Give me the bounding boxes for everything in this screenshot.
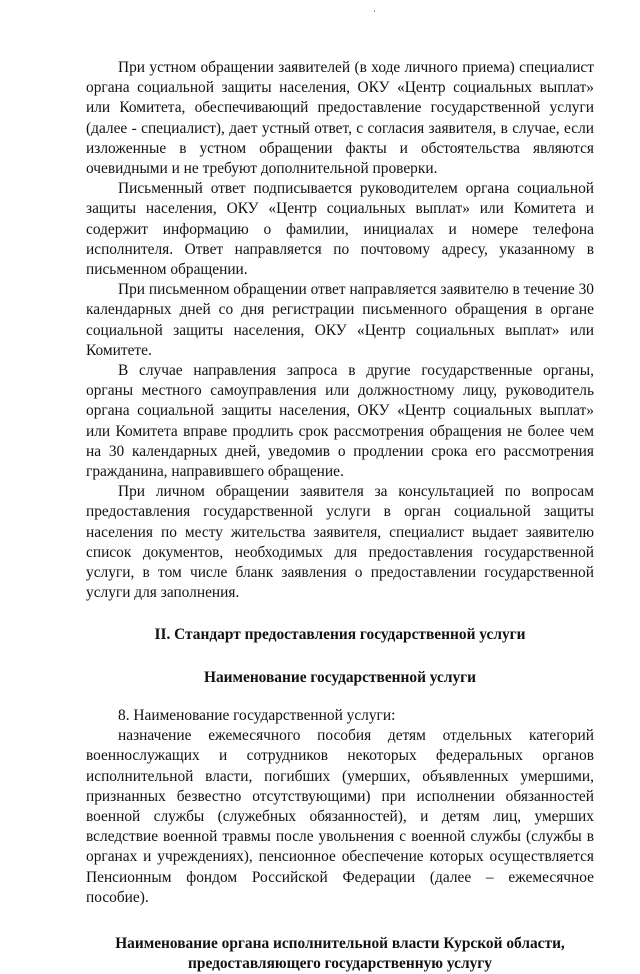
paragraph-extension: В случае направления запроса в другие государственные органы, органы местного самоуправления или должностному лицу, руководитель органа социальной защиты населения, ОКУ «Центр социальных выплат» или Комитета вправе продлить срок рассмотрения обращения не более чем на 30 календарных дней, уведомив о продлении срока его рассмотрения гражданина, направившего обращение. — [86, 362, 594, 481]
item-8-label: 8. Наименование государственной услуги: — [118, 706, 396, 724]
subsection-title: Наименование государственной услуги — [203, 668, 477, 686]
section-title: II. Стандарт предоставления государственной услуги — [154, 626, 526, 644]
paragraph-written-answer: Письменный ответ подписывается руководителем органа социальной защиты населения, ОКУ «Центр социальных выплат» или Комитета и содержит информацию о фамилии, инициалах и номере телефона исполнителя. Ответ направляется по почтовому адресу, указанному в письменном обращении. — [86, 180, 594, 279]
item-8-text: назначение ежемесячного пособия детям отдельных категорий военнослужащих и сотрудников некоторых федеральных органов исполнительной власти, погибших (умерших, объявленных умершими, признанных безвестно отсутствующими) при исполнении обязанностей военной службы (служебных обязанностей), и детям лиц, умерших вследствие военной травмы после увольнения с военной службы (службы в органах и учреждениях), пенсионное обеспечение которых осуществляется Пенсионным фондом Российской Федерации (далее – ежемесячное пособие). — [86, 727, 594, 906]
final-heading — [86, 934, 594, 974]
paragraph-oral-request: При устном обращении заявителей (в ходе личного приема) специалист органа социальной защиты населения, ОКУ «Центр социальных выплат» или Комитета, обеспечивающий предоставление государственной услуги (далее - специалист), дает устный ответ, с согласия заявителя, в случае, если изложенные в устном обращении факты и обстоятельства являются очевидными и не требуют дополнительной проверки. — [86, 59, 594, 178]
scan-mark — [374, 10, 375, 12]
paragraph-written-request: При письменном обращении ответ направляется заявителю в течение 30 календарных дней со дня регистрации письменного обращения в органе социальной защиты населения, ОКУ «Центр социальных выплат» или Комитете. — [86, 281, 594, 359]
final-heading-line-1: Наименование органа исполнительной власти Курской области, — [115, 934, 565, 952]
paragraph-personal-consultation: При личном обращении заявителя за консультацией по вопросам предоставления государственной услуги в орган социальной защиты населения по месту жительства заявителя, специалист выдает заявителю список документов, необходимых для предоставления государственной услуги, в том числе бланк заявления о предоставлении государственной услуги для заполнения. — [86, 483, 594, 602]
final-heading-line-2: предоставляющего государственную услугу — [188, 955, 492, 973]
